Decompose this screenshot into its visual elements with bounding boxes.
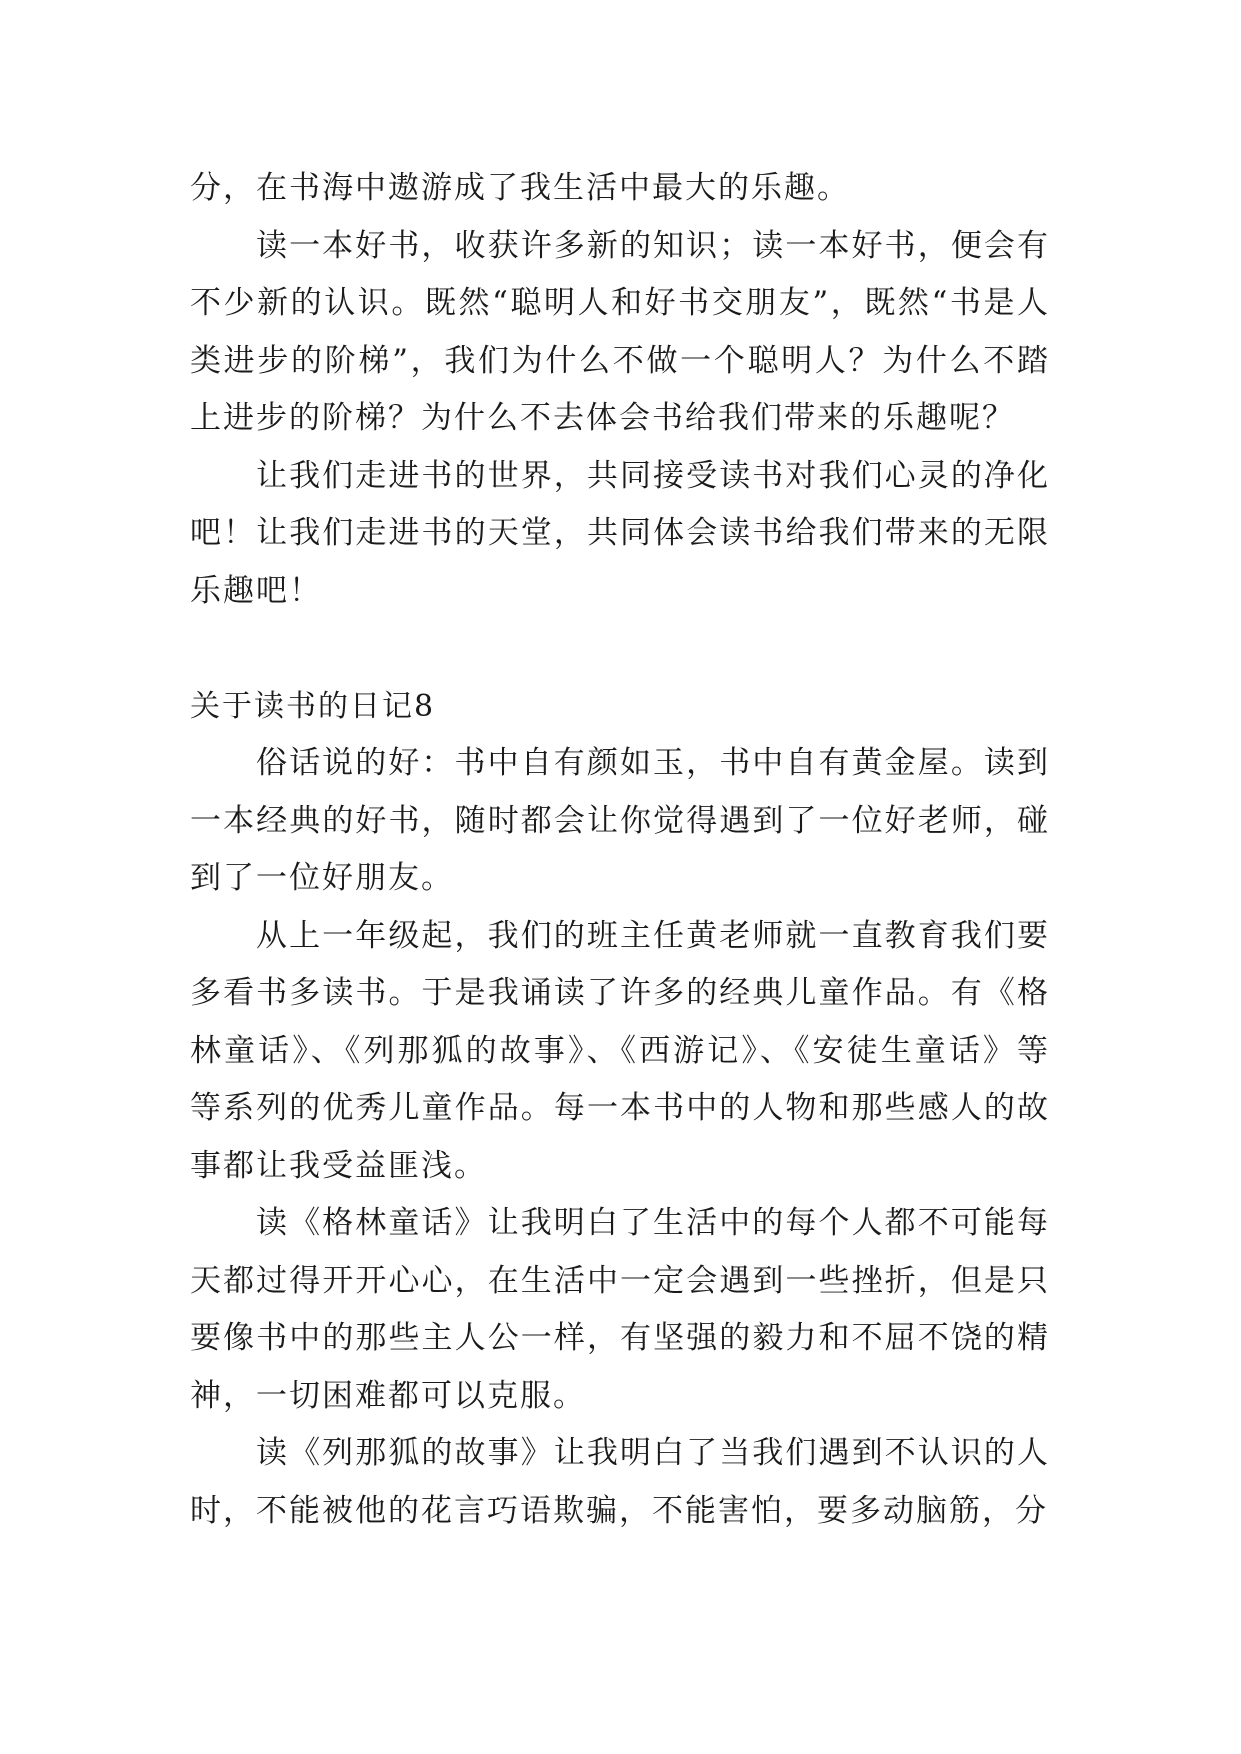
- paragraph-first-grade: 从上一年级起，我们的班主任黄老师就一直教育我们要多看书多读书。于是我诵读了许多的经典儿童作品。有《格林童话》、《列那狐的故事》、《西游记》、《安徒生童话》等等系列的优秀儿童作品。每一本书中的人物和那些感人的故事都让我受益匪浅。: [190, 917, 1050, 1184]
- section-heading: 关于读书的日记8: [190, 688, 436, 724]
- section-spacer: [190, 620, 1050, 678]
- paragraph-reynard: 读《列那狐的故事》让我明白了当我们遇到不认识的人时，不能被他的花言巧语欺骗，不能害怕，要多动脑筋，分: [190, 1435, 1050, 1529]
- paragraph-grimm: 读《格林童话》让我明白了生活中的每个人都不可能每天都过得开开心心，在生活中一定会遇到一些挫折，但是只要像书中的那些主人公一样，有坚强的毅力和不屈不饶的精神，一切困难都可以克服。: [190, 1205, 1050, 1414]
- paragraph-proverb: 俗话说的好：书中自有颜如玉，书中自有黄金屋。读到一本经典的好书，随时都会让你觉得遇到了一位好老师，碰到了一位好朋友。: [190, 745, 1050, 896]
- paragraph-good-books: 读一本好书，收获许多新的知识；读一本好书，便会有不少新的认识。既然“聪明人和好书交朋友”，既然“书是人类进步的阶梯”，我们为什么不做一个聪明人？为什么不踏上进步的阶梯？为什么不去体会书给我们带来的乐趣呢？: [190, 227, 1050, 436]
- document-body: [190, 160, 1050, 1540]
- paragraph-continuation: 分，在书海中遨游成了我生活中最大的乐趣。: [190, 170, 850, 206]
- paragraph-enter-books: 让我们走进书的世界，共同接受读书对我们心灵的净化吧！让我们走进书的天堂，共同体会读书给我们带来的无限乐趣吧！: [190, 457, 1050, 609]
